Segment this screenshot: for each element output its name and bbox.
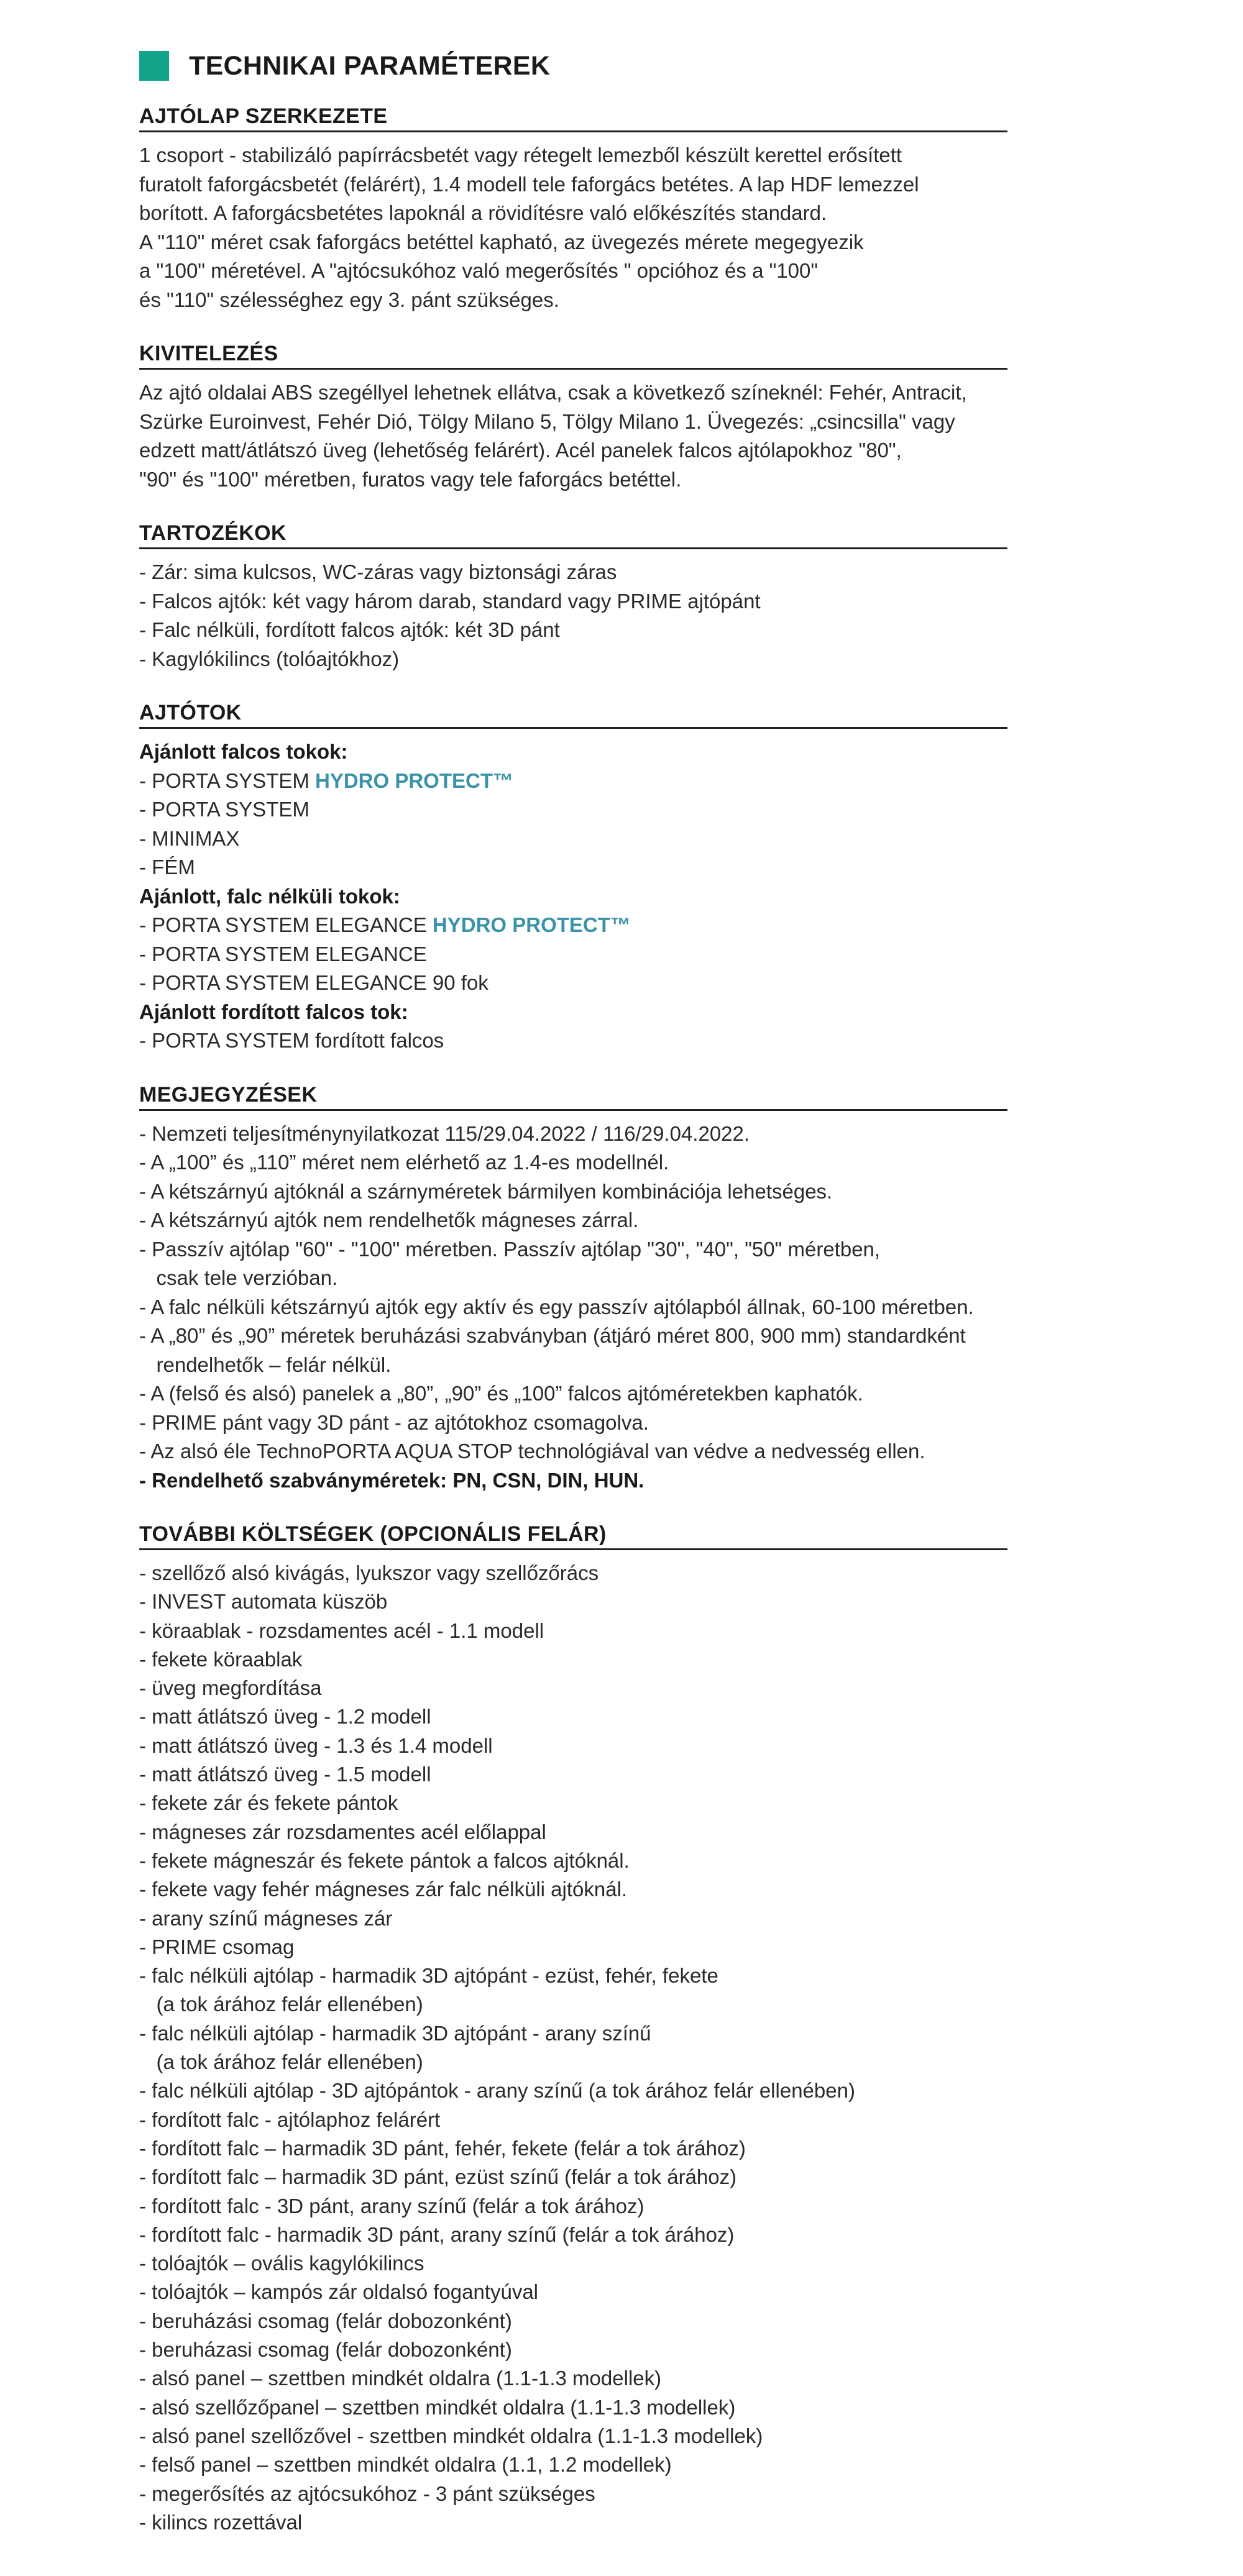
frame-group-title: Ajánlott fordított falcos tok: bbox=[139, 1000, 408, 1023]
frame-group-title: Ajánlott, falc nélküli tokok: bbox=[139, 884, 400, 908]
section-additional-costs bbox=[139, 1521, 1009, 2537]
text-line: furatolt faforgácsbetét (felárért), 1.4 modell tele faforgács betétes. A lap HDF lemezzel bbox=[139, 172, 919, 196]
list-item: - felső panel – szettben mindkét oldalra (1.1, 1.2 modellek) bbox=[139, 2453, 672, 2477]
text-line: és "110" szélességhez egy 3. pánt szükséges. bbox=[139, 288, 559, 311]
section-body bbox=[139, 378, 1009, 494]
list-item: - mágneses zár rozsdamentes acél előlappal bbox=[139, 1820, 546, 1843]
text-line: a "100" méretével. A "ajtócsukóhoz való megerősítés " opcióhoz és a "100" bbox=[139, 259, 819, 282]
section-heading bbox=[139, 520, 1007, 549]
hydro-protect-highlight: HYDRO PROTECT™ bbox=[315, 769, 514, 792]
text-line: borított. A faforgácsbetétes lapoknál a rövidítésre való előkészítés standard. bbox=[139, 201, 827, 224]
section-accessories bbox=[139, 520, 1009, 674]
list-item: - köraablak - rozsdamentes acél - 1.1 modell bbox=[139, 1619, 544, 1642]
list-item: - tolóajtók – ovális kagylókilincs bbox=[139, 2252, 424, 2275]
section-heading-text: TARTOZÉKOK bbox=[139, 521, 287, 545]
section-heading-text: MEGJEGYZÉSEK bbox=[139, 1082, 318, 1107]
list-item: - A „100” és „110” méret nem elérhető az 1.4-es modellnél. bbox=[139, 1151, 669, 1174]
list-item: - alsó panel szellőzővel - szettben mindkét oldalra (1.1-1.3 modellek) bbox=[139, 2424, 763, 2447]
accessories-list bbox=[139, 558, 1009, 674]
section-body bbox=[139, 141, 1009, 314]
page-title bbox=[139, 51, 1009, 81]
list-item: - fordított falc - 3D pánt, arany színű (felár a tok árához) bbox=[139, 2194, 644, 2217]
list-item: - PORTA SYSTEM ELEGANCE 90 fok bbox=[139, 971, 488, 994]
list-item: - fordított falc - ajtólaphoz felárért bbox=[139, 2108, 441, 2131]
section-heading bbox=[139, 340, 1007, 370]
list-item: - tolóajtók – kampós zár oldalsó fogantyúval bbox=[139, 2280, 539, 2304]
list-item: - falc nélküli ajtólap - harmadik 3D ajtópánt - ezüst, fehér, fekete bbox=[139, 1964, 718, 1988]
page-title-text: TECHNIKAI PARAMÉTEREK bbox=[189, 51, 551, 81]
list-item: - MINIMAX bbox=[139, 826, 240, 850]
list-item: - fordított falc – harmadik 3D pánt, fehér, fekete (felár a tok árához) bbox=[139, 2136, 746, 2160]
list-item bbox=[139, 767, 1009, 796]
list-item: - matt átlátszó üveg - 1.5 modell bbox=[139, 1763, 431, 1786]
list-item: - A kétszárnyú ajtók nem rendelhetők mágneses zárral. bbox=[139, 1208, 639, 1231]
section-heading bbox=[139, 103, 1007, 132]
list-item: - PRIME pánt vagy 3D pánt - az ajtótokhoz csomagolva. bbox=[139, 1410, 649, 1434]
list-item: - Falcos ajtók: két vagy három darab, standard vagy PRIME ajtópánt bbox=[139, 589, 761, 613]
list-item: - fordított falc - harmadik 3D pánt, arany színű (felár a tok árához) bbox=[139, 2222, 735, 2246]
list-item: - A kétszárnyú ajtóknál a szárnyméretek bármilyen kombinációja lehetséges. bbox=[139, 1179, 833, 1203]
list-item: csak tele verzióban. bbox=[139, 1266, 338, 1289]
list-item: - Zár: sima kulcsos, WC-záras vagy biztonsági záras bbox=[139, 560, 617, 583]
list-item: - matt átlátszó üveg - 1.3 és 1.4 modell bbox=[139, 1733, 493, 1757]
list-item: - Passzív ajtólap "60" - "100" méretben. Passzív ajtólap "30", "40", "50" méretben, bbox=[139, 1237, 881, 1261]
list-item: - fekete köraablak bbox=[139, 1647, 303, 1671]
additional-costs-list bbox=[139, 1559, 1009, 2537]
list-item-text: - PORTA SYSTEM bbox=[139, 769, 315, 792]
list-item: - INVEST automata küszöb bbox=[139, 1590, 388, 1614]
list-item: - arany színű mágneses zár bbox=[139, 1906, 393, 1930]
section-door-frames bbox=[139, 700, 1009, 1056]
section-notes bbox=[139, 1082, 1009, 1496]
list-item: - megerősítés az ajtócsukóhoz - 3 pánt szükséges bbox=[139, 2482, 595, 2505]
list-item: - Kagylókilincs (tolóajtókhoz) bbox=[139, 647, 400, 670]
frame-group-title: Ajánlott falcos tokok: bbox=[139, 740, 348, 763]
list-item: - PRIME csomag bbox=[139, 1935, 295, 1958]
list-item: - alsó panel – szettben mindkét oldalra (1.1-1.3 modellek) bbox=[139, 2367, 662, 2390]
list-item: - beruházási csomag (felár dobozonként) bbox=[139, 2309, 512, 2332]
list-item: - Az alsó éle TechnoPORTA AQUA STOP technológiával van védve a nedvesség ellen. bbox=[139, 1440, 925, 1463]
section-heading-text: TOVÁBBI KÖLTSÉGEK (OPCIONÁLIS FELÁR) bbox=[139, 1522, 607, 1546]
section-heading-text: AJTÓTOK bbox=[139, 701, 242, 724]
section-heading bbox=[139, 700, 1007, 729]
list-item: - A „80” és „90” méretek beruházási szabványban (átjáró méret 800, 900 mm) standardként bbox=[139, 1324, 966, 1347]
list-item: rendelhetők – felár nélkül. bbox=[139, 1353, 392, 1376]
text-line: Az ajtó oldalai ABS szegéllyel lehetnek ellátva, csak a következő színeknél: Fehér, Antracit, bbox=[139, 381, 967, 404]
technical-parameters-page bbox=[139, 51, 1009, 2537]
door-frames-list bbox=[139, 738, 1009, 1056]
title-accent-square bbox=[139, 51, 169, 81]
list-item: - PORTA SYSTEM bbox=[139, 798, 310, 821]
list-item-text: - PORTA SYSTEM ELEGANCE bbox=[139, 913, 433, 936]
list-item: (a tok árához felár ellenében) bbox=[139, 1993, 423, 2016]
section-execution bbox=[139, 340, 1009, 494]
list-item: - szellőző alsó kivágás, lyukszor vagy szellőzőrács bbox=[139, 1561, 599, 1584]
list-item: - falc nélküli ajtólap - harmadik 3D ajtópánt - arany színű bbox=[139, 2021, 651, 2045]
section-heading bbox=[139, 1521, 1007, 1550]
list-item: (a tok árához felár ellenében) bbox=[139, 2050, 423, 2074]
list-item: - PORTA SYSTEM ELEGANCE bbox=[139, 942, 427, 966]
list-item: - beruházasi csomag (felár dobozonként) bbox=[139, 2338, 512, 2362]
text-line: A "110" méret csak faforgács betéttel kapható, az üvegezés mérete megegyezik bbox=[139, 230, 864, 253]
text-line: 1 csoport - stabilizáló papírrácsbetét vagy rétegelt lemezből készült kerettel erősített bbox=[139, 144, 902, 167]
list-item: - matt átlátszó üveg - 1.2 modell bbox=[139, 1705, 431, 1729]
section-heading-text: AJTÓLAP SZERKEZETE bbox=[139, 104, 388, 128]
list-item: - üveg megfordítása bbox=[139, 1676, 322, 1700]
list-item: - Falc nélküli, fordított falcos ajtók: két 3D pánt bbox=[139, 618, 560, 641]
section-heading bbox=[139, 1082, 1007, 1111]
text-line: Szürke Euroinvest, Fehér Dió, Tölgy Milano 5, Tölgy Milano 1. Üvegezés: „csincsilla" vagy bbox=[139, 409, 955, 433]
list-item: - fordított falc – harmadik 3D pánt, ezüst színű (felár a tok árához) bbox=[139, 2165, 737, 2189]
section-heading-text: KIVITELEZÉS bbox=[139, 342, 278, 365]
list-item: - Nemzeti teljesítménynyilatkozat 115/29.04.2022 / 116/29.04.2022. bbox=[139, 1121, 750, 1145]
list-item: - FÉM bbox=[139, 856, 195, 879]
text-line: "90" és "100" méretben, furatos vagy tele faforgács betéttel. bbox=[139, 467, 682, 491]
notes-list bbox=[139, 1120, 1009, 1496]
list-item: - fekete mágneszár és fekete pántok a falcos ajtóknál. bbox=[139, 1848, 630, 1872]
list-item: - PORTA SYSTEM fordított falcos bbox=[139, 1029, 444, 1052]
list-item: - fekete zár és fekete pántok bbox=[139, 1791, 398, 1815]
section-door-leaf-structure bbox=[139, 103, 1009, 314]
list-item: - fekete vagy fehér mágneses zár falc nélküli ajtóknál. bbox=[139, 1878, 628, 1901]
list-item bbox=[139, 911, 1009, 940]
hydro-protect-highlight: HYDRO PROTECT™ bbox=[432, 913, 631, 936]
list-item: - falc nélküli ajtólap - 3D ajtópántok - arany színű (a tok árához felár ellenében) bbox=[139, 2079, 855, 2103]
list-item: - kilincs rozettával bbox=[139, 2510, 303, 2534]
list-item: - A falc nélküli kétszárnyú ajtók egy aktív és egy passzív ajtólapból állnak, 60-100 méretben. bbox=[139, 1295, 974, 1318]
text-line: edzett matt/átlátszó üveg (lehetőség felárért). Acél panelek falcos ajtólapokhoz "80", bbox=[139, 439, 902, 462]
list-item: - alsó szellőzőpanel – szettben mindkét oldalra (1.1-1.3 modellek) bbox=[139, 2395, 736, 2419]
list-item: - A (felső és alsó) panelek a „80”, „90” és „100” falcos ajtóméretekben kaphatók. bbox=[139, 1382, 863, 1405]
standard-sizes-note: - Rendelhető szabványméretek: PN, CSN, DIN, HUN. bbox=[139, 1468, 644, 1492]
